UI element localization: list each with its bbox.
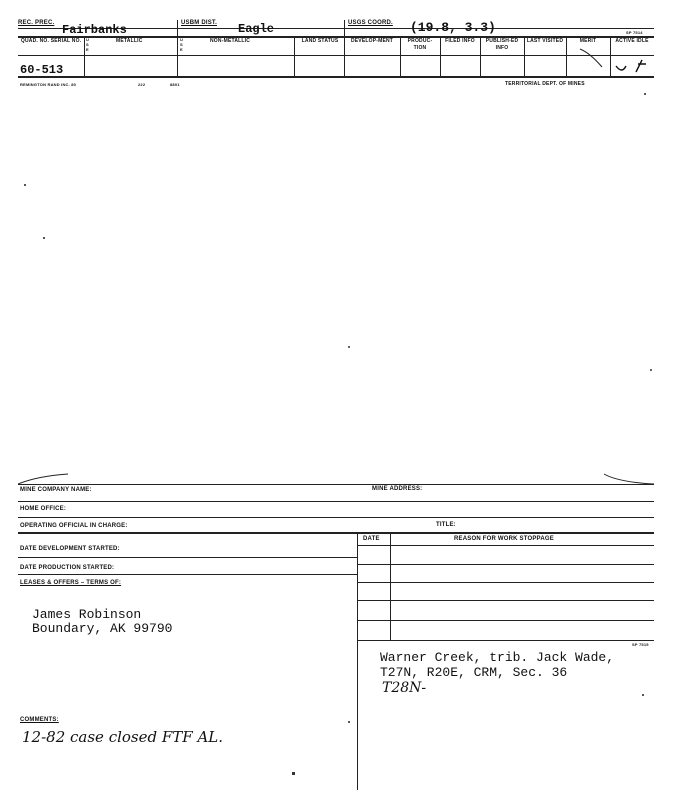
speck	[43, 237, 45, 239]
mine-company-name-label: MINE COMPANY NAME:	[20, 487, 92, 493]
speck	[642, 694, 644, 696]
col-active-idle: ACTIVE IDLE	[615, 38, 649, 44]
card-edge	[18, 470, 658, 490]
location-handwritten-correction: T28N-	[382, 680, 427, 696]
quad-number-value: 60-513	[20, 63, 64, 77]
col-land-status: LAND STATUS	[301, 38, 339, 44]
printer-code: REMINGTON RAND INC. 80	[20, 82, 77, 87]
col-filed-info: FILED INFO	[445, 38, 475, 44]
lessee-address: Boundary, AK 99790	[32, 621, 173, 636]
usbm-dist-label: USBM DIST.	[181, 20, 218, 26]
reason-column-label: REASON FOR WORK STOPPAGE	[454, 536, 554, 542]
speck	[650, 369, 652, 371]
merit-slash-mark	[568, 45, 610, 75]
operating-official-label: OPERATING OFFICIAL IN CHARGE:	[20, 523, 128, 529]
lessee-name: James Robinson	[32, 607, 142, 622]
speck	[292, 772, 295, 775]
usgs-coord-label: USGS COORD.	[348, 20, 393, 26]
leases-offers-label: LEASES & OFFERS – TERMS OF:	[20, 580, 122, 586]
location-line-1: Warner Creek, trib. Jack Wade,	[380, 650, 615, 665]
title-label: TITLE:	[436, 522, 456, 528]
date-column-label: DATE	[363, 536, 380, 542]
speck	[24, 184, 26, 186]
col-merit: MERIT	[579, 38, 597, 44]
col-production: PRODUC-TION	[407, 38, 433, 51]
location-line-2: T27N, R20E, CRM, Sec. 36	[380, 665, 568, 680]
col-use-metallic: U S E	[86, 37, 90, 52]
date-development-started-label: DATE DEVELOPMENT STARTED:	[20, 546, 120, 552]
dept-name: TERRITORIAL DEPT. OF MINES	[505, 81, 585, 87]
col-use-nonmetallic: U S E	[180, 37, 184, 52]
printer-code-3: 8801	[170, 82, 180, 87]
usbm-dist-value: Eagle	[238, 22, 275, 36]
active-idle-mark	[612, 52, 652, 76]
home-office-label: HOME OFFICE:	[20, 506, 67, 512]
col-serial-no: SERIAL NO.	[50, 38, 82, 44]
printer-code-2: 222	[138, 82, 146, 87]
comments-handwritten: 12-82 case closed FTF AL.	[22, 728, 224, 746]
rec-prec-label: REC. PREC.	[18, 20, 55, 26]
mine-address-label: MINE ADDRESS:	[372, 486, 423, 492]
speck	[348, 721, 350, 723]
col-published-info: PUBLISH-ED INFO	[485, 38, 519, 51]
date-production-started-label: DATE PRODUCTION STARTED:	[20, 565, 115, 571]
form-code: SP 7514	[626, 30, 643, 35]
rec-prec-value: Fairbanks	[62, 23, 127, 37]
speck	[348, 346, 350, 348]
comments-label: COMMENTS:	[20, 717, 59, 723]
col-metallic: METALLIC	[116, 38, 143, 44]
col-development: DEVELOP-MENT	[350, 38, 394, 44]
form-code-2: SP 7515	[632, 642, 649, 647]
col-last-visited: LAST VISITED	[526, 38, 564, 44]
speck	[644, 93, 646, 95]
usgs-coord-value: (19.8, 3.3)	[410, 20, 496, 35]
col-quad-no: QUAD. NO.	[20, 38, 50, 44]
col-nonmetallic: NON-METALLIC	[210, 38, 251, 44]
